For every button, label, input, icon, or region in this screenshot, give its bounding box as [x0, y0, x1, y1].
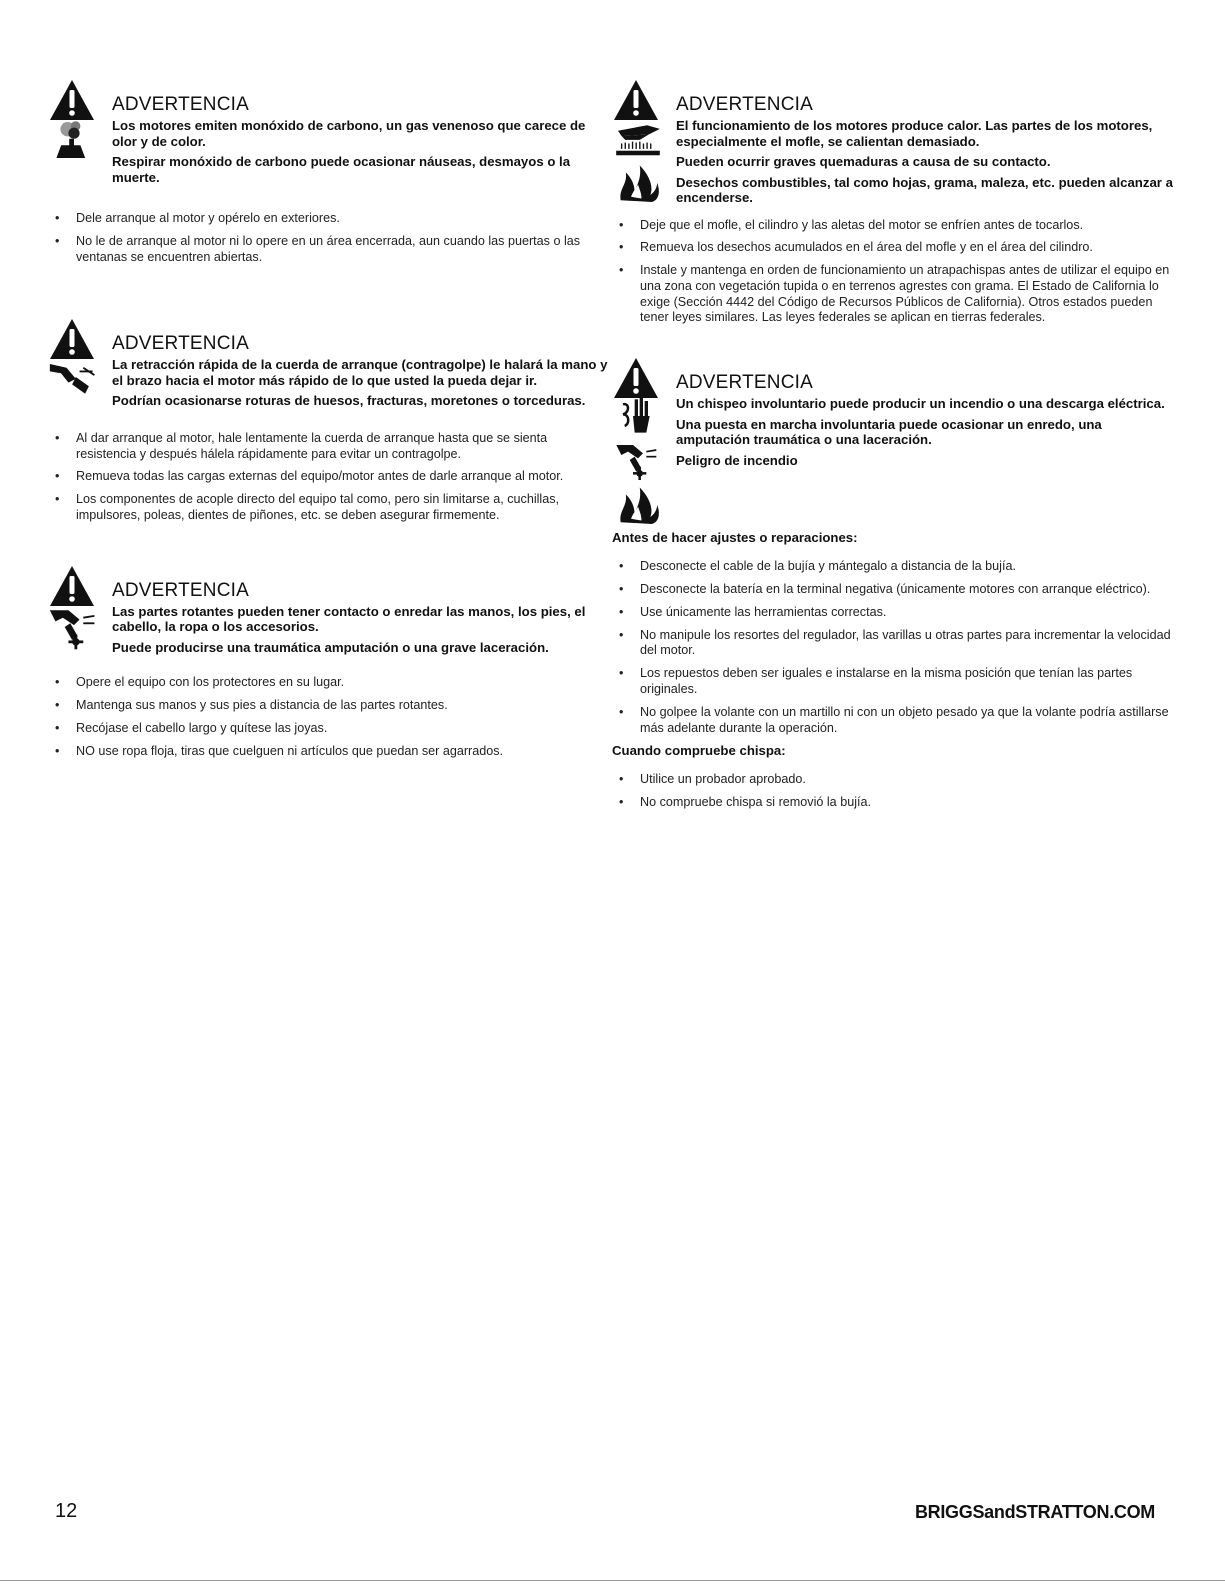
rotating-parts-icon — [48, 604, 100, 650]
warning-triangle-icon — [48, 317, 96, 361]
warning-pictograms — [48, 357, 108, 401]
kickback-icon — [48, 357, 100, 397]
fire-icon — [612, 484, 664, 524]
instruction-list — [48, 675, 610, 759]
warning-message: El funcionamiento de los motores produce calor. Las partes de los motores, especialmente el mofle, se calientan demasiado. — [676, 118, 1153, 149]
bottom-rule — [0, 1580, 1225, 1581]
warning-message: Una puesta en marcha involuntaria puede ocasionar un enredo, una amputación traumática o una laceración. — [676, 416, 1102, 448]
electric-shock-icon — [612, 396, 664, 436]
warning-message: Los motores emiten monóxido de carbono, un gas venenoso que carece de olor y de color. — [112, 118, 586, 149]
warning-messages — [612, 118, 1177, 206]
warning-triangle-icon — [48, 564, 96, 608]
warning-pictograms — [48, 604, 108, 654]
list-item: • Remueva los desechos acumulados en el área del mofle y en el área del cilindro. — [612, 240, 1177, 256]
warning-hot-surfaces — [612, 78, 1177, 326]
page-number: 12 — [55, 1500, 78, 1522]
warning-title: ADVERTENCIA — [676, 372, 813, 394]
list-item: • Recójase el cabello largo y quítese las joyas. — [48, 721, 610, 737]
fire-icon — [612, 162, 664, 202]
warning-messages — [48, 604, 610, 656]
warning-triangle-icon — [48, 78, 96, 122]
warning-title: ADVERTENCIA — [676, 94, 813, 115]
warning-message: Un chispeo involuntario puede producir un incendio o una descarga eléctrica. — [676, 396, 1165, 412]
instruction-list — [48, 431, 610, 524]
list-item: • Opere el equipo con los protectores en su lugar. — [48, 675, 610, 691]
list-item: • Al dar arranque al motor, hale lentamente la cuerda de arranque hasta que se sienta resistencia y después hálela rápidamente para evitar un contragolpe. — [48, 431, 610, 463]
warning-messages — [48, 118, 610, 185]
warning-message: Podrían ocasionarse roturas de huesos, fracturas, moretones o torceduras. — [112, 393, 586, 409]
hot-surface-icon — [612, 118, 664, 158]
left-column — [48, 78, 610, 767]
carbon-monoxide-icon — [48, 118, 100, 158]
warning-messages — [48, 357, 610, 409]
list-item: • Utilice un probador aprobado. — [612, 772, 1177, 788]
instruction-list — [48, 211, 610, 265]
warning-rotating-parts — [48, 564, 610, 760]
section-subheading: Antes de hacer ajustes o reparaciones: — [612, 530, 858, 546]
list-item: • No le de arranque al motor ni lo opere en un área encerrada, aun cuando las puertas o las ventanas se encuentren abiertas. — [48, 234, 610, 266]
list-item: • Los componentes de acople directo del equipo tal como, pero sin limitarse a, cuchillas, impulsores, poleas, dientes de piñones, etc. se deben asegurar firmemente. — [48, 492, 610, 524]
list-item: • No golpee la volante con un martillo ni con un objeto pesado ya que la volante podría astillarse más adelante durante la operación. — [612, 705, 1177, 737]
instruction-list — [612, 218, 1177, 327]
list-item: • Desconecte el cable de la bujía y mántegalo a distancia de la bujía. — [612, 559, 1177, 575]
warning-message: Puede producirse una traumática amputación o una grave laceración. — [112, 639, 549, 655]
rotating-parts-icon — [612, 440, 664, 480]
section-subheading: Cuando compruebe chispa: — [612, 743, 786, 759]
warning-spark — [612, 356, 1177, 811]
warning-message: La retracción rápida de la cuerda de arranque (contragolpe) le halará la mano y el brazo hacia el motor más rápido de lo que usted la pueda dejar ir. — [112, 357, 608, 388]
warning-kickback — [48, 317, 610, 523]
warning-message: Peligro de incendio — [676, 452, 798, 468]
website-link[interactable]: BRIGGSandSTRATTON.COM — [914, 1502, 1155, 1522]
warning-header — [48, 78, 610, 118]
list-item: • No manipule los resortes del regulador, las varillas u otras partes para incrementar la velocidad del motor. — [612, 628, 1177, 660]
list-item: • Use únicamente las herramientas correctas. — [612, 605, 1177, 621]
warning-title: ADVERTENCIA — [112, 94, 249, 115]
warning-title: ADVERTENCIA — [112, 579, 249, 601]
list-item: • Desconecte la batería en la terminal negativa (únicamente motores con arranque eléctrico). — [612, 582, 1177, 598]
warning-header — [612, 78, 1177, 118]
instruction-list — [612, 772, 1177, 811]
list-item: • No compruebe chispa si removió la bujía. — [612, 795, 1177, 811]
warning-header — [48, 564, 610, 604]
warning-message: Las partes rotantes pueden tener contacto o enredar las manos, los pies, el cabello, la ropa o los accesorios. — [112, 603, 586, 635]
warning-pictograms — [612, 118, 672, 206]
warning-messages — [612, 396, 1177, 518]
warning-message: Desechos combustibles, tal como hojas, grama, maleza, etc. pueden alcanzar a encenderse. — [676, 174, 1173, 205]
list-item: • Los repuestos deben ser iguales e instalarse en la misma posición que tenían las partes originales. — [612, 666, 1177, 698]
warning-message: Respirar monóxido de carbono puede ocasionar náuseas, desmayos o la muerte. — [112, 154, 571, 185]
list-item: • Instale y mantenga en orden de funcionamiento un atrapachispas antes de utilizar el equipo en una zona con vegetación tupida o en terrenos agrestes con grama. El Estado de California lo exige (Sección 4442 del Código de Recursos Públicos de California). Otros estados pueden tener leyes similares. Las leyes federales se aplican en tierras federales. — [612, 263, 1177, 326]
warning-title: ADVERTENCIA — [112, 333, 249, 355]
instruction-list — [612, 559, 1177, 736]
warning-carbon-monoxide — [48, 78, 610, 265]
right-column — [612, 78, 1177, 818]
warning-pictograms — [48, 118, 108, 162]
list-item: • Dele arranque al motor y opérelo en exteriores. — [48, 211, 610, 227]
list-item: • NO use ropa floja, tiras que cuelguen ni artículos que puedan ser agarrados. — [48, 744, 610, 760]
list-item: • Mantenga sus manos y sus pies a distancia de las partes rotantes. — [48, 698, 610, 714]
list-item: • Deje que el mofle, el cilindro y las aletas del motor se enfríen antes de tocarlos. — [612, 218, 1177, 234]
warning-triangle-icon — [612, 356, 660, 400]
warning-message: Pueden ocurrir graves quemaduras a causa de su contacto. — [676, 154, 1051, 169]
warning-header — [48, 317, 610, 357]
warning-pictograms — [612, 396, 672, 528]
list-item: • Remueva todas las cargas externas del equipo/motor antes de darle arranque al motor. — [48, 469, 610, 485]
warning-triangle-icon — [612, 78, 660, 122]
warning-header — [612, 356, 1177, 396]
